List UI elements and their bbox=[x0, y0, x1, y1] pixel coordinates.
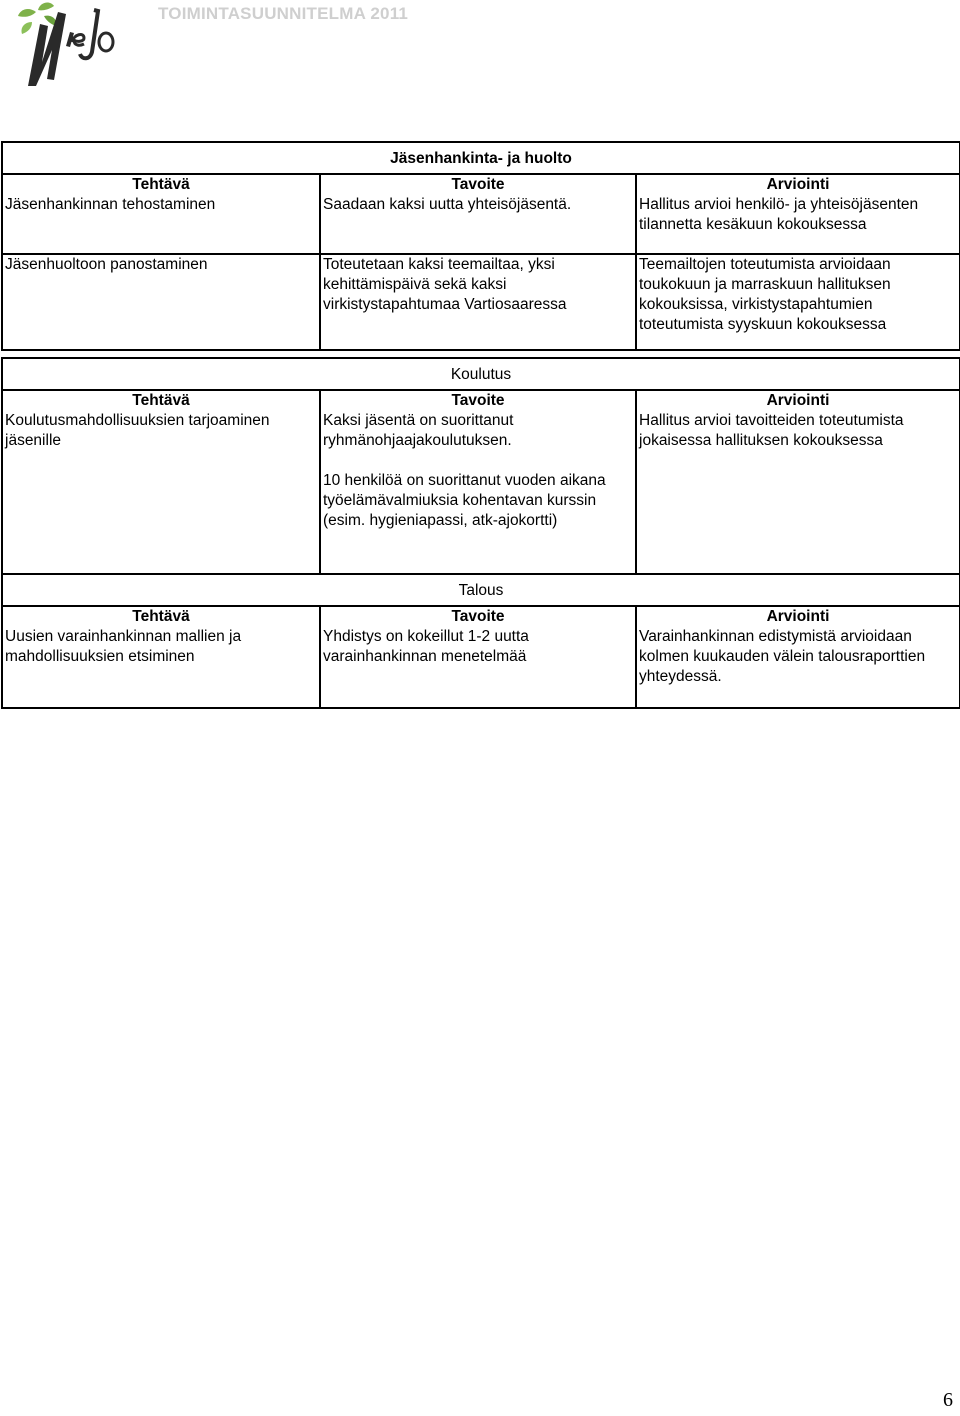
column-header-task: Tehtävä bbox=[2, 390, 320, 411]
task-cell: Jäsenhankinnan tehostaminen bbox=[2, 195, 320, 254]
goal-cell: Saadaan kaksi uutta yhteisöjäsentä. bbox=[320, 195, 636, 254]
page-header bbox=[0, 0, 960, 120]
niejo-logo bbox=[14, 2, 124, 90]
column-header-evaluation: Arviointi bbox=[636, 390, 960, 411]
section-title: Koulutus bbox=[2, 358, 960, 390]
spacer bbox=[323, 451, 633, 471]
page-number: 6 bbox=[943, 1389, 953, 1411]
goal-text-2: 10 henkilöä on suorittanut vuoden aikana työelämävalmiuksia kohentavan kurssin (esim. hygieniapassi, atk-ajokortti) bbox=[323, 472, 606, 529]
table-row bbox=[2, 254, 960, 350]
task-cell: Uusien varainhankinnan mallien ja mahdollisuuksien etsiminen bbox=[2, 627, 320, 708]
document-title: TOIMINTASUUNNITELMA 2011 bbox=[158, 4, 409, 23]
goal-text-1: Kaksi jäsentä on suorittanut ryhmänohjaajakoulutuksen. bbox=[323, 412, 514, 449]
table-row bbox=[2, 627, 960, 708]
column-header-goal: Tavoite bbox=[320, 174, 636, 195]
column-header-evaluation: Arviointi bbox=[636, 606, 960, 627]
column-header-evaluation: Arviointi bbox=[636, 174, 960, 195]
section-talous-table bbox=[1, 573, 960, 709]
task-cell: Koulutusmahdollisuuksien tarjoaminen jäsenille bbox=[2, 411, 320, 574]
goal-cell: Toteutetaan kaksi teemailtaa, yksi kehittämispäivä sekä kaksi virkistystapahtumaa Vartiosaaressa bbox=[320, 254, 636, 350]
section-koulutus-table bbox=[1, 357, 960, 575]
goal-cell bbox=[320, 411, 636, 574]
table-row bbox=[2, 411, 960, 574]
column-header-goal: Tavoite bbox=[320, 606, 636, 627]
goal-cell: Yhdistys on kokeillut 1-2 uutta varainhankinnan menetelmää bbox=[320, 627, 636, 708]
section-title: Talous bbox=[2, 574, 960, 606]
evaluation-cell: Varainhankinnan edistymistä arvioidaan kolmen kuukauden välein talousraporttien yhteydessä. bbox=[636, 627, 960, 708]
column-header-task: Tehtävä bbox=[2, 174, 320, 195]
task-cell: Jäsenhuoltoon panostaminen bbox=[2, 254, 320, 350]
evaluation-cell: Hallitus arvioi tavoitteiden toteutumista jokaisessa hallituksen kokouksessa bbox=[636, 411, 960, 574]
evaluation-cell: Teemailtojen toteutumista arvioidaan toukokuun ja marraskuun hallituksen kokouksissa, virkistystapahtumien toteutumista syyskuun kokouksessa bbox=[636, 254, 960, 350]
table-row bbox=[2, 195, 960, 254]
section-title: Jäsenhankinta- ja huolto bbox=[2, 142, 960, 174]
column-header-goal: Tavoite bbox=[320, 390, 636, 411]
column-header-task: Tehtävä bbox=[2, 606, 320, 627]
evaluation-cell: Hallitus arvioi henkilö- ja yhteisöjäsenten tilannetta kesäkuun kokouksessa bbox=[636, 195, 960, 254]
section-jasenhankinta-table bbox=[1, 141, 960, 351]
